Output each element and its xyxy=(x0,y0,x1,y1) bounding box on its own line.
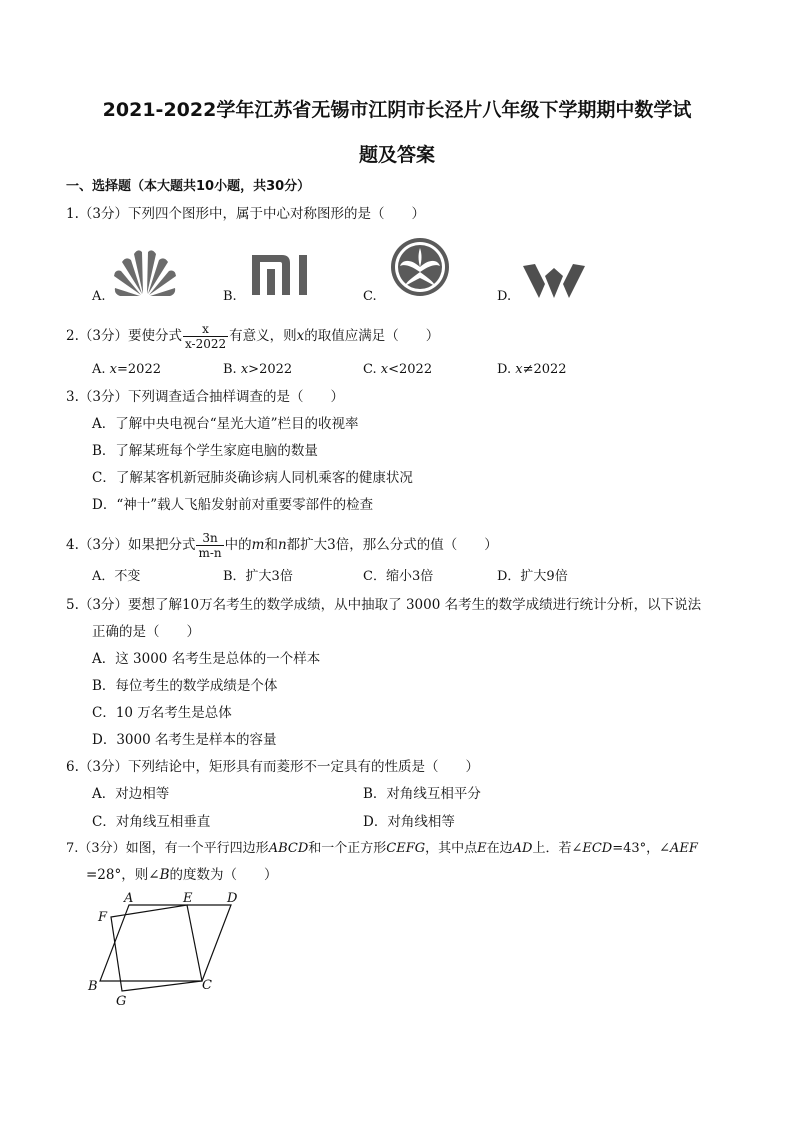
q7-ad: AD xyxy=(512,841,533,856)
q4-mid-a: 中的 xyxy=(224,537,252,553)
dongfeng-logo-icon xyxy=(388,236,452,298)
q2-option-a-rest: =2022 xyxy=(117,362,161,377)
q2-var: x xyxy=(296,328,305,344)
q7-e: E xyxy=(477,841,487,856)
q4-suffix: 都扩大3倍，那么分式的值（ ） xyxy=(286,537,498,553)
q2-option-d xyxy=(497,361,567,379)
q4-stem xyxy=(66,531,498,560)
label-c: C xyxy=(202,978,212,993)
q7-text-c: ，其中点 xyxy=(425,841,478,856)
label-e: E xyxy=(183,891,193,906)
q7-text-f: =43°，∠ xyxy=(612,841,671,856)
q2-option-c-rest: <2022 xyxy=(388,362,433,377)
q4-var-m: m xyxy=(251,537,265,553)
q1-option-c-label: C. xyxy=(363,289,377,304)
q7-stem-line2 xyxy=(86,866,277,884)
q2-option-b-var: x xyxy=(240,362,249,377)
label-b: B xyxy=(88,979,98,994)
q4-fraction xyxy=(196,531,223,560)
q6-stem: 6.（3分）下列结论中，矩形具有而菱形不一定具有的性质是（ ） xyxy=(66,759,479,775)
q4-option-a: A．不变 xyxy=(92,569,141,584)
label-g: G xyxy=(116,994,127,1009)
q7-text-a: 7.（3分）如图，有一个平行四边形 xyxy=(66,841,269,856)
q5-stem-line2: 正确的是（ ） xyxy=(92,624,200,640)
q7-cefg: CEFG xyxy=(386,841,426,856)
q2-option-b xyxy=(223,361,292,379)
q4-var-n: n xyxy=(277,537,287,553)
huawei-logo-icon xyxy=(112,246,178,298)
q1-option-a-label: A. xyxy=(92,289,106,304)
q4-option-d: D．扩大9倍 xyxy=(497,569,568,584)
q7-abcd: ABCD xyxy=(268,841,309,856)
label-f: F xyxy=(98,910,108,925)
q2-fraction xyxy=(183,322,228,351)
q1-option-d-label: D. xyxy=(497,289,512,304)
q2-suffix-b: 的取值应满足（ ） xyxy=(304,328,440,344)
q5-option-a: A．这 3000 名考生是总体的一个样本 xyxy=(92,651,321,667)
q2-suffix-a: 有意义，则 xyxy=(229,328,297,344)
q2-option-b-label: B. xyxy=(223,362,237,377)
wuling-logo-icon xyxy=(523,264,585,300)
q1-stem: 1.（3分）下列四个图形中，属于中心对称图形的是（ ） xyxy=(66,206,425,222)
q2-option-c-label: C. xyxy=(363,362,377,377)
q4-prefix: 4.（3分）如果把分式 xyxy=(66,537,196,553)
q7-text-e: 上．若∠ xyxy=(532,841,583,856)
q7-text-d: 在边 xyxy=(486,841,513,856)
label-d: D xyxy=(227,891,238,906)
q3-option-b: B．了解某班每个学生家庭电脑的数量 xyxy=(92,443,318,459)
q5-option-b: B．每位考生的数学成绩是个体 xyxy=(92,678,278,694)
q3-stem: 3.（3分）下列调查适合抽样调查的是（ ） xyxy=(66,389,344,405)
q2-option-c-var: x xyxy=(380,362,389,377)
q5-option-c: C．10 万名考生是总体 xyxy=(92,705,232,721)
q6-option-d: D．对角线相等 xyxy=(363,814,455,830)
mi-logo-icon xyxy=(252,255,314,295)
q7-geometry-figure xyxy=(84,888,244,1010)
q6-option-b: B．对角线互相平分 xyxy=(363,786,481,802)
q2-prefix: 2.（3分）要使分式 xyxy=(66,328,182,344)
q3-option-c: C．了解某客机新冠肺炎确诊病人同机乘客的健康状况 xyxy=(92,470,413,486)
q4-option-b: B．扩大3倍 xyxy=(223,569,293,584)
q2-option-a-var: x xyxy=(109,362,118,377)
q2-frac-numerator: x xyxy=(202,322,209,336)
q4-frac-denominator: m-n xyxy=(198,546,222,560)
parallelogram-abcd xyxy=(100,905,231,981)
q4-mid-b: 和 xyxy=(264,537,278,553)
page-title-line2: 题及答案 xyxy=(358,144,435,166)
label-a: A xyxy=(124,891,134,906)
q2-option-d-label: D. xyxy=(497,362,512,377)
q3-option-d: D．“神十”载人飞船发射前对重要零部件的检查 xyxy=(92,497,374,513)
q7-ecd: ECD xyxy=(582,841,613,856)
q5-stem-line1: 5.（3分）要想了解10万名考生的数学成绩，从中抽取了 3000 名考生的数学成绩进行统计分析，以下说法 xyxy=(66,597,702,613)
q7-b: B xyxy=(159,867,170,883)
q7-text-b: 和一个正方形 xyxy=(308,841,387,856)
section-heading: 一、选择题（本大题共10小题，共30分） xyxy=(66,179,311,194)
q4-option-c: C．缩小3倍 xyxy=(363,569,434,584)
q2-option-d-var: x xyxy=(515,362,523,377)
q4-frac-numerator: 3n xyxy=(202,531,218,545)
q7-aef: AEF xyxy=(670,841,698,856)
q7-text-h: 的度数为（ ） xyxy=(169,867,278,883)
q2-frac-denominator: x-2022 xyxy=(184,337,227,351)
q5-option-d: D．3000 名考生是样本的容量 xyxy=(92,732,277,748)
q7-stem-line1 xyxy=(66,840,698,858)
page-title-line1: 2021-2022学年江苏省无锡市江阴市长泾片八年级下学期期中数学试 xyxy=(102,99,692,121)
q2-option-b-rest: >2022 xyxy=(248,362,293,377)
q7-text-g: =28°，则∠ xyxy=(86,867,160,883)
q2-option-c xyxy=(363,361,432,379)
q1-option-b-label: B. xyxy=(223,289,237,304)
q6-option-c: C．对角线互相垂直 xyxy=(92,814,211,830)
q2-option-a xyxy=(92,361,161,379)
q3-option-a: A．了解中央电视台“星光大道”栏目的收视率 xyxy=(92,416,359,432)
q2-option-a-label: A. xyxy=(92,362,106,377)
q2-option-d-rest: ≠2022 xyxy=(522,362,567,377)
q2-stem xyxy=(66,322,439,351)
q6-option-a: A．对边相等 xyxy=(92,786,170,802)
